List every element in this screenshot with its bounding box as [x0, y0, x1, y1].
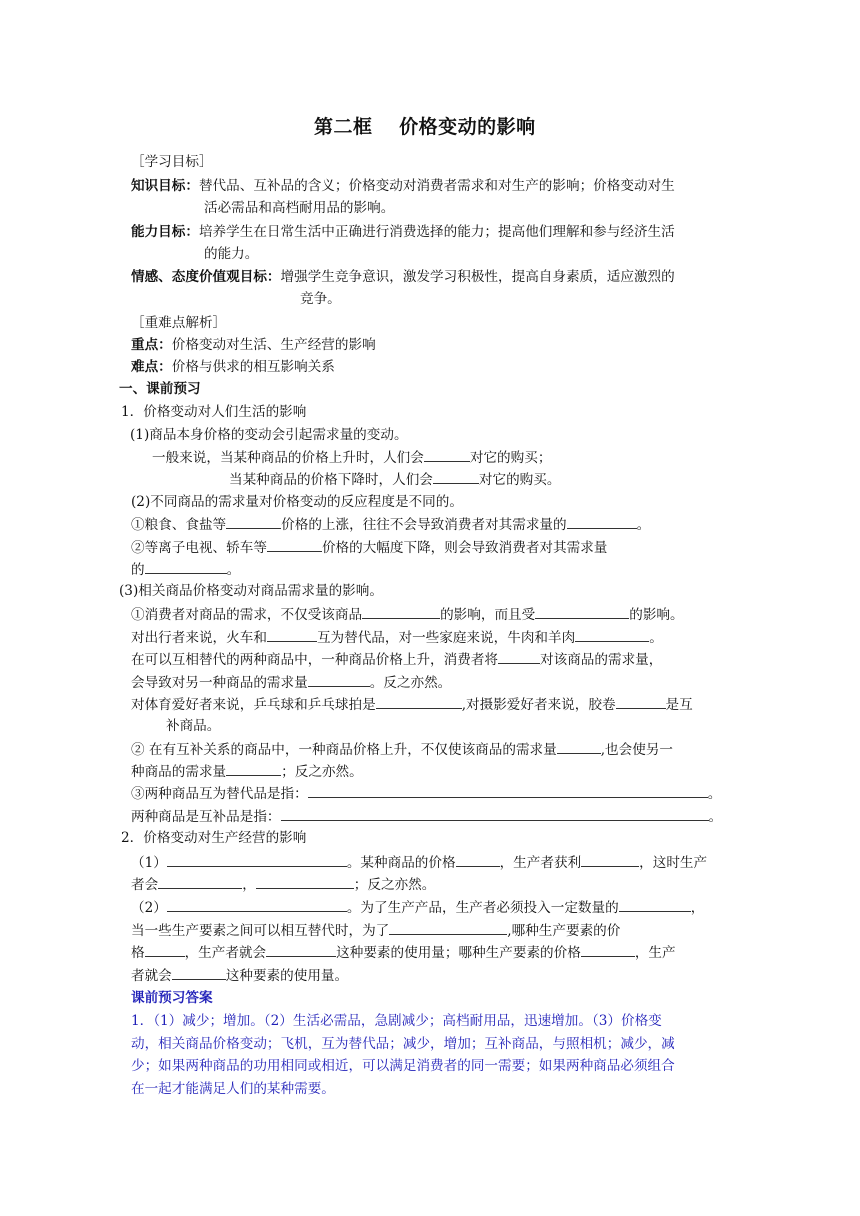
s1-p3-7: [131, 739, 673, 760]
text: 对该商品的需求量，: [540, 652, 663, 668]
text: 。反之亦然。: [369, 675, 452, 691]
key-point-label: 重点：: [131, 337, 172, 353]
difficult-point-label: 难点：: [131, 359, 172, 375]
s2-title: 2．价格变动对生产经营的影响: [121, 830, 307, 846]
answers-line-1: 1．（1）减少；增加。（2）生活必需品，急剧减少；高档耐用品，迅速增加。（3）价格变: [131, 1013, 662, 1029]
s1-p1-2: [152, 447, 551, 468]
text: 会导致对另一种商品的需求量: [131, 675, 308, 691]
text: 这种要素的使用量；哪种生产要素的价格: [336, 945, 581, 961]
difficult-point-text: 价格与供求的相互影响关系: [171, 359, 335, 375]
keypoints-header: ［重难点解析］: [131, 315, 227, 331]
s2-line-3: [131, 897, 704, 918]
goals-header: ［学习目标］: [131, 154, 213, 170]
answers-line-2: 动，相关商品价格变动；飞机，互为替代品；减少，增加；互补商品，与照相机；减少，减: [131, 1036, 675, 1052]
text: 对出行者来说，火车和: [131, 630, 267, 646]
s2-line-2: [131, 874, 435, 895]
answers-line-3: 少；如果两种商品的功用相同或相近，可以满足消费者的同一需要；如果两种商品必须组合: [131, 1058, 675, 1074]
s1-p3-5: [131, 694, 693, 715]
blank: [167, 852, 347, 867]
blank: [616, 694, 666, 709]
text: 。: [649, 630, 663, 646]
text: 的影响，而且受: [440, 607, 536, 623]
text: ，: [690, 900, 705, 916]
blank: [433, 469, 479, 484]
blank: [498, 649, 540, 664]
text: ，生产者就会: [184, 945, 267, 961]
text: 的: [131, 562, 145, 578]
blank: [389, 920, 507, 935]
s1-p3-3: [131, 649, 662, 670]
text: ③两种商品互为替代品是指：: [131, 786, 308, 802]
blank: [567, 514, 637, 529]
blank: [226, 761, 281, 776]
s1-p1-1: (1)商品本身价格的变动会引起需求量的变动。: [130, 427, 408, 443]
blank: [256, 874, 354, 889]
s1-p3-1: [131, 604, 684, 625]
text: 价格的大幅度下降，则会导致消费者对其需求量: [321, 540, 608, 556]
text: ② 在有互补关系的商品中，一种商品价格上升，不仅使该商品的需求量: [131, 742, 557, 758]
text: ；反之亦然。: [281, 764, 363, 780]
text: 种商品的需求量: [131, 764, 227, 780]
text: 对它的购买；: [469, 450, 552, 466]
text: ,对摄影爱好者来说，胶卷: [461, 697, 616, 713]
blank: [575, 627, 649, 642]
s1-p2-2: [131, 537, 607, 558]
text: （2）: [131, 900, 167, 916]
page-title: 第二框 价格变动的影响: [314, 116, 536, 138]
blank: [158, 874, 242, 889]
text: 。为了生产产品，生产者必须投入一定数量的: [346, 900, 619, 916]
blank: [281, 806, 709, 821]
knowledge-goal-label: 知识目标：: [131, 178, 199, 194]
knowledge-goal-line-1: [131, 176, 675, 196]
blank: [267, 537, 322, 552]
blank: [376, 694, 462, 709]
blank: [362, 604, 440, 619]
ability-goal-text: 培养学生在日常生活中正确进行消费选择的能力；提高他们理解和参与经济生活: [198, 224, 675, 240]
s1-p3-4: [131, 672, 451, 693]
text: ，: [242, 877, 256, 893]
text: 格: [131, 945, 145, 961]
text: 互为替代品，对一些家庭来说，牛肉和羊肉: [316, 630, 576, 646]
text: 。: [707, 786, 722, 802]
text: 对它的购买。: [478, 472, 561, 488]
blank: [172, 965, 226, 980]
s1-p2: (2)不同商品的需求量对价格变动的反应程度是不同的。: [131, 494, 463, 510]
text: 当某种商品的价格下降时，人们会: [229, 472, 433, 488]
blank: [581, 852, 639, 867]
text: ，这时生产: [639, 855, 708, 871]
answers-heading: 课前预习答案: [131, 990, 213, 1006]
text: 对体育爱好者来说，乒乓球和乒乓球拍是: [131, 697, 376, 713]
s1-p2-1: [131, 514, 650, 535]
knowledge-goal-line-2: 活必需品和高档耐用品的影响。: [204, 200, 395, 216]
s1-p3-9: [131, 783, 721, 804]
text: 。某种商品的价格: [346, 855, 456, 871]
text: 是互: [665, 697, 693, 713]
s2-line-4: [131, 920, 620, 941]
text: 在可以互相替代的两种商品中，一种商品价格上升，消费者将: [131, 652, 499, 668]
blank: [145, 559, 227, 574]
text: 这种要素的使用量。: [225, 968, 349, 984]
text: ②等离子电视、轿车等: [131, 540, 267, 556]
emotion-goal-line-2: 竞争。: [300, 291, 341, 307]
s1-p3-6: 补商品。: [166, 718, 221, 734]
s2-line-5: [131, 942, 676, 963]
blank: [267, 627, 317, 642]
blank: [266, 942, 336, 957]
text: （1）: [131, 855, 167, 871]
blank: [557, 739, 601, 754]
s1-p3-2: [131, 627, 663, 648]
text: 。: [708, 809, 723, 825]
s1-p1-3: [229, 469, 560, 490]
s1-p1-title: 1．价格变动对人们生活的影响: [121, 404, 307, 420]
text: 。: [226, 562, 241, 578]
emotion-goal-line-1: [131, 267, 675, 287]
text: 一般来说，当某种商品的价格上升时，人们会: [152, 450, 424, 466]
text: 价格的上涨，往往不会导致消费者对其需求量的: [281, 517, 567, 533]
text: 当一些生产要素之间可以相互替代时，为了: [131, 923, 390, 939]
text: ，生产: [634, 945, 676, 961]
blank: [226, 514, 281, 529]
blank: [308, 672, 370, 687]
blank: [424, 447, 470, 462]
text: ①消费者对商品的需求，不仅受该商品: [131, 607, 363, 623]
text: 的影响。: [629, 607, 684, 623]
blank: [619, 897, 691, 912]
blank: [581, 942, 635, 957]
text: 。: [636, 517, 651, 533]
emotion-goal-text: 增强学生竞争意识，激发学习积极性，提高自身素质，适应激烈的: [280, 269, 675, 285]
text: 者就会: [131, 968, 172, 984]
s1-p3: (3)相关商品价格变动对商品需求量的影响。: [119, 583, 383, 599]
emotion-goal-label: 情感、态度价值观目标：: [131, 269, 281, 285]
ability-goal-line-1: [131, 222, 675, 242]
text: 者会: [131, 877, 159, 893]
knowledge-goal-text: 替代品、互补品的含义；价格变动对消费者需求和对生产的影响；价格变动对生: [198, 178, 675, 194]
blank: [167, 897, 347, 912]
text: ,哪种生产要素的价: [507, 923, 621, 939]
text: ①粮食、食盐等: [131, 517, 227, 533]
text: 两种商品是互补品是指：: [131, 809, 281, 825]
blank: [308, 783, 708, 798]
key-point-line: [131, 335, 376, 355]
text: ；反之亦然。: [353, 877, 436, 893]
section1-heading: 一、课前预习: [119, 381, 201, 397]
s2-line-6: [131, 965, 348, 986]
blank: [535, 604, 629, 619]
ability-goal-label: 能力目标：: [131, 224, 199, 240]
text: ,也会使另一: [600, 742, 674, 758]
blank: [145, 942, 185, 957]
blank: [456, 852, 500, 867]
difficult-point-line: [131, 357, 335, 377]
s1-p3-10: [131, 806, 722, 827]
key-point-text: 价格变动对生活、生产经营的影响: [171, 337, 376, 353]
s2-line-1: [131, 852, 707, 873]
ability-goal-line-2: 的能力。: [204, 246, 259, 262]
text: ，生产者获利: [499, 855, 582, 871]
s1-p2-3: [131, 559, 240, 580]
answers-line-4: 在一起才能满足人们的某种需要。: [131, 1081, 335, 1097]
s1-p3-8: [131, 761, 363, 782]
